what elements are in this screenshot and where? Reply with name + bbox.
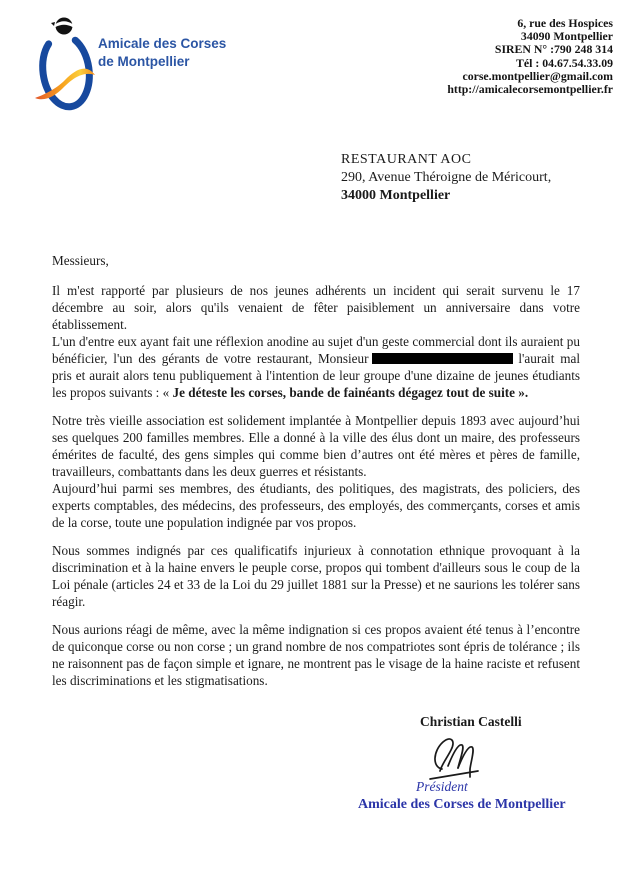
corsica-association-logo — [33, 14, 97, 114]
paragraph-4: Nous sommes indignés par ces qualificatifs injurieux à connotation ethnique provoquant à la discrimination et à la haine envers le peuple corse, propos qui tombent d'ailleurs sous le coup de la Loi pénale (articles 24 et 33 de la Loi du 29 juillet 1881 sur la Presse) et ne saurions les tolérer sans réagir. — [52, 543, 580, 609]
contact-website: http://amicalecorsemontpellier.fr — [447, 82, 613, 97]
redaction-bar — [372, 353, 513, 364]
paragraph-2-before-redaction: L'un d'entre eux ayant fait une réflexion anodine au sujet d'un geste commercial dont ils auraient pu bénéficier, l'un des gérants de votre restaurant, Monsieur — [52, 334, 580, 366]
recipient-street: 290, Avenue Théroigne de Méricourt, — [341, 170, 552, 185]
org-name-line2: de Montpellier — [98, 53, 190, 69]
paragraph-5: Nous aurions réagi de même, avec la même indignation si ces propos avaient été tenus à l’encontre de quiconque corse ou non corse ; un grand nombre de nos compatriotes sont épris de tolérance ; ils ne raisonnent pas de façon simple et ignare, ne montrent pas le visage de la haine raciste et refusent les discriminations et les stigmatisations. — [52, 622, 580, 688]
org-name-line1: Amicale des Corses — [98, 36, 227, 51]
offensive-quote-bold: Je déteste les corses, bande de fainéants dégagez tout de suite ». — [172, 385, 529, 400]
recipient-city: 34000 Montpellier — [341, 188, 451, 203]
org-name-logo-text — [98, 35, 226, 70]
signatory-name: Christian Castelli — [420, 714, 522, 729]
recipient-block — [341, 151, 551, 205]
paragraph-1: Il m'est rapporté par plusieurs de nos jeunes adhérents un incident qui serait survenu le 17 décembre au soir, alors qu'ils venaient de fêter paisiblement un anniversaire dans votre établissement. — [52, 283, 580, 332]
signatory-organization: Amicale des Corses de Montpellier — [358, 797, 566, 812]
contact-email: corse.montpellier@gmail.com — [462, 68, 613, 83]
paragraph-3b: Aujourd’hui parmi ses membres, des étudiants, des politiques, des magistrats, des policiers, des experts comptables, des médecins, des professeurs, des employés, des commerçants, corses et amis de la corse, toute une population indignée par vos propos. — [52, 481, 580, 530]
paragraph-3a: Notre très vieille association est solidement implantée à Montpellier depuis 1893 avec aujourd’hui ses quelques 200 familles membres. Elle a donné à la ville des élus dont un maire, des professeurs émérites de faculté, des gens simples qui comme bien d’autres ont été mères et pères de famille, travailleurs, combattants dans les deux guerres et résistants. — [52, 413, 580, 479]
signatory-title: Président — [416, 779, 468, 794]
paragraph-2 — [52, 333, 580, 401]
contact-address-line1: 6, rue des Hospices — [517, 16, 613, 30]
salutation: Messieurs, — [52, 253, 109, 268]
paragraph-2-after-redaction: l'aurait mal pris et aurait alors tenu publiquement à l'intention de leur groupe d'une dizaine de jeunes étudiants les propos suivants : « — [52, 351, 580, 400]
contact-siren: SIREN N° :790 248 314 — [494, 42, 613, 57]
letter-body — [52, 252, 580, 689]
moors-head-icon — [51, 18, 73, 35]
handwritten-signature-icon — [424, 733, 492, 785]
recipient-name: RESTAURANT AOC — [341, 152, 472, 167]
contact-phone: Tél : 04.67.54.33.09 — [516, 55, 613, 70]
contact-address-line2: 34090 Montpellier — [520, 29, 613, 44]
contact-block — [447, 17, 613, 96]
